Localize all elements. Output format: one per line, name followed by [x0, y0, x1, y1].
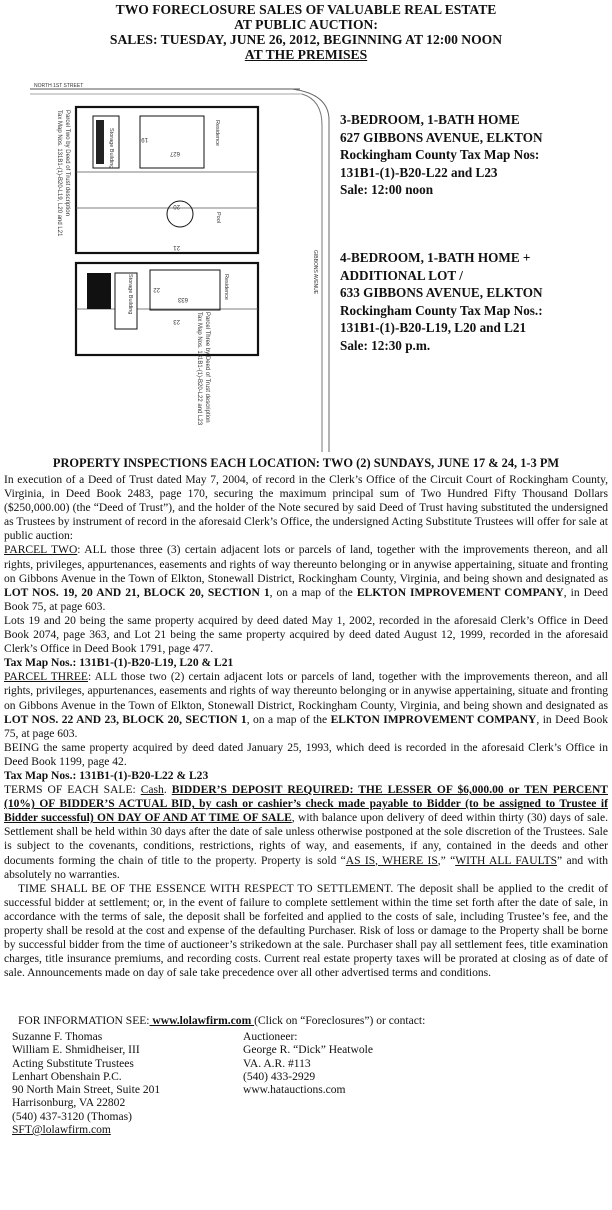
parcel-three-company: ELKTON IMPROVEMENT COMPANY [330, 713, 537, 726]
lot-19-label: 19 [141, 136, 148, 142]
property-2-tax-nos: 131B1-(1)-B20-L19, L20 and L21 [340, 320, 527, 336]
street-top-label: NORTH 1ST STREET [34, 83, 84, 89]
trustee-phone: (540) 437-3120 (Thomas) [12, 1110, 132, 1123]
property-2-description [340, 249, 543, 355]
terms-text: , with balance upon delivery of deed within thirty (30) days of sale. Settlement shall be held within 30 days after the date of sale unless otherwise postponed at the sole discretion of the Trustees. Sale is subject to the covenants, conditions, restrictions, rights of way, and easements, if any, contained in the deeds and other documents forming the chain of title to the property. Property is sold “ [4, 812, 608, 867]
info-line [18, 1015, 425, 1027]
trustee-email[interactable]: SFT@lolawfirm.com [12, 1124, 111, 1137]
house-633-label: 633 [177, 296, 188, 302]
residence-2-label: Residence [223, 274, 229, 300]
inspection-notice: PROPERTY INSPECTIONS EACH LOCATION: TWO (2) SUNDAYS, JUNE 17 & 24, 1-3 PM [52, 456, 560, 470]
parcel-three-tax-map: Tax Map Nos. 131B1-(1)-B20-L22 and L23 [196, 312, 202, 426]
house-627-label: 627 [169, 150, 180, 156]
lot-22-label: 22 [153, 286, 160, 292]
trustee-name-1: Suzanne F. Thomas [12, 1031, 103, 1043]
property-1-address: 627 GIBBONS AVENUE, ELKTON [340, 129, 543, 145]
trustee-contact [12, 1031, 160, 1137]
storage-building-1-label: Storage Building [108, 128, 114, 169]
parcel-two-text-2: , on a map of the [269, 586, 357, 599]
legal-text [4, 473, 608, 980]
trustee-title: Acting Substitute Trustees [12, 1057, 134, 1070]
parcel-two-description: Parcel Two by Deed of Trust description [64, 110, 70, 216]
lot-23-label: 23 [173, 318, 180, 324]
terms-cash: Cash [140, 784, 164, 797]
terms-paragraph [4, 783, 608, 882]
info-suffix: (Click on “Foreclosures”) or contact: [254, 1015, 426, 1027]
parcel-three-label: PARCEL THREE [4, 671, 88, 684]
parcel-two-lots-paragraph: Lots 19 and 20 being the same property acquired by deed dated May 1, 2002, recorded in the aforesaid Clerk’s Office in Deed Book 2074, page 363, and Lot 21 being the same property acquired by deed dated August 12, 1999, recorded in the aforesaid Clerk’s Office in Deed Book 1791, page 477. [4, 614, 608, 656]
lot-21-label: 21 [173, 244, 180, 250]
auctioneer-license: VA. A.R. #113 [243, 1057, 311, 1070]
terms-as-is: AS IS, WHERE IS [345, 854, 438, 867]
terms-deposit: BIDDER’S DEPOSIT REQUIRED: THE LESSER OF $6,000.00 or TEN PERCENT (10%) OF BIDDER’S ACTUAL BID, by cash or cashier’s check made payable to Bidder (to be assigned to Trustee if Bidder successful) ON DAY OF AND AT TIME OF SALE [4, 784, 608, 825]
parcel-three-text-2: , on a map of the [246, 713, 331, 726]
parcel-two-label: PARCEL TWO [4, 544, 78, 557]
parcel-three-tax-map: Tax Map Nos.: 131B1-(1)-B20-L22 & L23 [4, 769, 209, 782]
property-2-type: 4-BEDROOM, 1-BATH HOME + [340, 250, 531, 265]
info-prefix: FOR INFORMATION SEE: [18, 1015, 150, 1027]
parcel-two-lots: LOT NOS. 19, 20 AND 21, BLOCK 20, SECTION 1 [4, 586, 270, 599]
plat-map [30, 80, 330, 452]
property-2-address: 633 GIBBONS AVENUE, ELKTON [340, 285, 543, 301]
property-1-sale-time: Sale: 12:00 noon [340, 182, 434, 198]
terms-dot: . [163, 784, 172, 797]
parcel-three-description: Parcel Three by Deed of Trust description [204, 312, 210, 423]
header-title: TWO FORECLOSURE SALES OF VALUABLE REAL ESTATE [115, 2, 497, 17]
parcel-three-paragraph [4, 670, 608, 740]
terms-text-2: ,” “ [437, 854, 456, 867]
header-subtitle: AT PUBLIC AUCTION: [234, 17, 378, 32]
property-1-tax-label: Rockingham County Tax Map Nos: [340, 147, 540, 163]
time-essence-paragraph: TIME SHALL BE OF THE ESSENCE WITH RESPECT TO SETTLEMENT. The deposit shall be applied to the credit of successful bidder at settlement; or, in the event of failure to complete settlement within the time set forth after the date of sale, in accordance with the terms of sale, the deposit shall be forfeited and applied to the costs of sale, including Trustee’s fee, and the property shall be resold at the cost and expense of the defaulting Purchaser. Risk of loss or damage to the Property shall be borne by successful bidder from the time of auctioneer’s strikedown at the sale. Purchaser shall pay all settlement fees, title examination charges, title insurance premiums, and recording costs. Current real estate property taxes will be prorated at closing as of date of sale. Announcements made on day of sale take precedence over all other advertised terms and conditions. [4, 882, 608, 980]
trustee-name-2: William E. Shmidheiser, III [12, 1044, 140, 1057]
notice-header [0, 0, 612, 62]
street-right-label: GIBBONS AVENUE [312, 250, 318, 295]
header-sale-date: SALES: TUESDAY, JUNE 26, 2012, BEGINNING AT 12:00 NOON [109, 32, 503, 47]
property-1-tax-nos: 131B1-(1)-B20-L22 and L23 [340, 164, 498, 180]
website-link[interactable]: www.lolawfirm.com [149, 1015, 255, 1027]
auctioneer-name: George R. “Dick” Heatwole [243, 1044, 373, 1057]
lot-20-label: 20 [173, 203, 180, 209]
parcel-three-text-3: , in Deed Book 75, at page 603. [4, 713, 608, 740]
header-location: AT THE PREMISES [244, 47, 368, 62]
parcel-three-text: : ALL those two (2) certain adjacent lots or parcels of land, together with the improvements thereon, and all rights, privileges, appurtenances, easements and rights of way thereunto belonging or in anywise appertaining, situate and fronting on Gibbons Avenue in the Town of Elkton, Stonewall District, Rockingham County, Virginia, and being shown and designated as [4, 671, 608, 712]
terms-label: TERMS OF EACH SALE: [4, 784, 141, 797]
property-1-type: 3-BEDROOM, 1-BATH HOME [340, 112, 520, 127]
storage-building-2-label: Storage Building [127, 274, 133, 315]
parcel-two-company: ELKTON IMPROVEMENT COMPANY [356, 586, 564, 599]
trustee-address: 90 North Main Street, Suite 201 [12, 1084, 161, 1097]
property-2-sale-time: Sale: 12:30 p.m. [340, 337, 431, 353]
terms-with-all-faults: WITH ALL FAULTS [455, 854, 558, 867]
parcel-three-being-paragraph: BEING the same property acquired by deed dated January 25, 1993, which deed is recorded in the aforesaid Clerk’s Office in Deed Book 1199, page 42. [4, 741, 608, 768]
pool-label: Pool [215, 212, 221, 224]
auctioneer-label: Auctioneer: [243, 1031, 298, 1043]
property-1-description [340, 111, 543, 199]
parcel-two-tax-map: Tax Map Nos. 131B1-(1)-B20-L19, L20 and L21 [56, 110, 62, 237]
parcel-two-paragraph [4, 543, 608, 613]
residence-1-label: Residence [214, 120, 220, 146]
trustee-city: Harrisonburg, VA 22802 [12, 1097, 126, 1110]
auctioneer-website[interactable]: www.hatauctions.com [243, 1084, 346, 1097]
parcel-three-lots: LOT NOS. 22 AND 23, BLOCK 20, SECTION 1 [4, 713, 247, 726]
auctioneer-phone: (540) 433-2929 [243, 1070, 316, 1083]
trustee-firm: Lenhart Obenshain P.C. [12, 1070, 122, 1083]
parcel-two-tax-map: Tax Map Nos.: 131B1-(1)-B20-L19, L20 & L21 [4, 657, 234, 670]
auctioneer-contact [243, 1031, 373, 1097]
terms-text-3: ” and with absolutely no warranties. [4, 854, 608, 881]
parcel-two-text: : ALL those three (3) certain adjacent lots or parcels of land, together with the improvements thereon, and all rights, privileges, appurtenances, easements and rights of way thereunto belonging or in anywise appertaining, situate and fronting on Gibbons Avenue in the Town of Elkton, Stonewall District, Rockingham County, Virginia, and being shown and designated as [4, 544, 608, 585]
property-2-extra: ADDITIONAL LOT / [340, 267, 463, 283]
intro-paragraph: In execution of a Deed of Trust dated May 7, 2004, of record in the Clerk’s Office of the Circuit Court of Rockingham County, Virginia, in Deed Book 2483, page 170, securing the maximum principal sum of Two Hundred Fifty Thousand Dollars ($250,000.00) (the “Deed of Trust”), and the holder of the Note secured by said Deed of Trust having substituted the undersigned as Trustees by instrument of record in the aforesaid Clerk’s Office, the undersigned Acting Substitute Trustees will offer for sale at public auction: [4, 474, 608, 543]
parcel-two-text-3: , in Deed Book 75, at page 603. [4, 586, 608, 613]
property-2-tax-label: Rockingham County Tax Map Nos.: [340, 302, 543, 318]
